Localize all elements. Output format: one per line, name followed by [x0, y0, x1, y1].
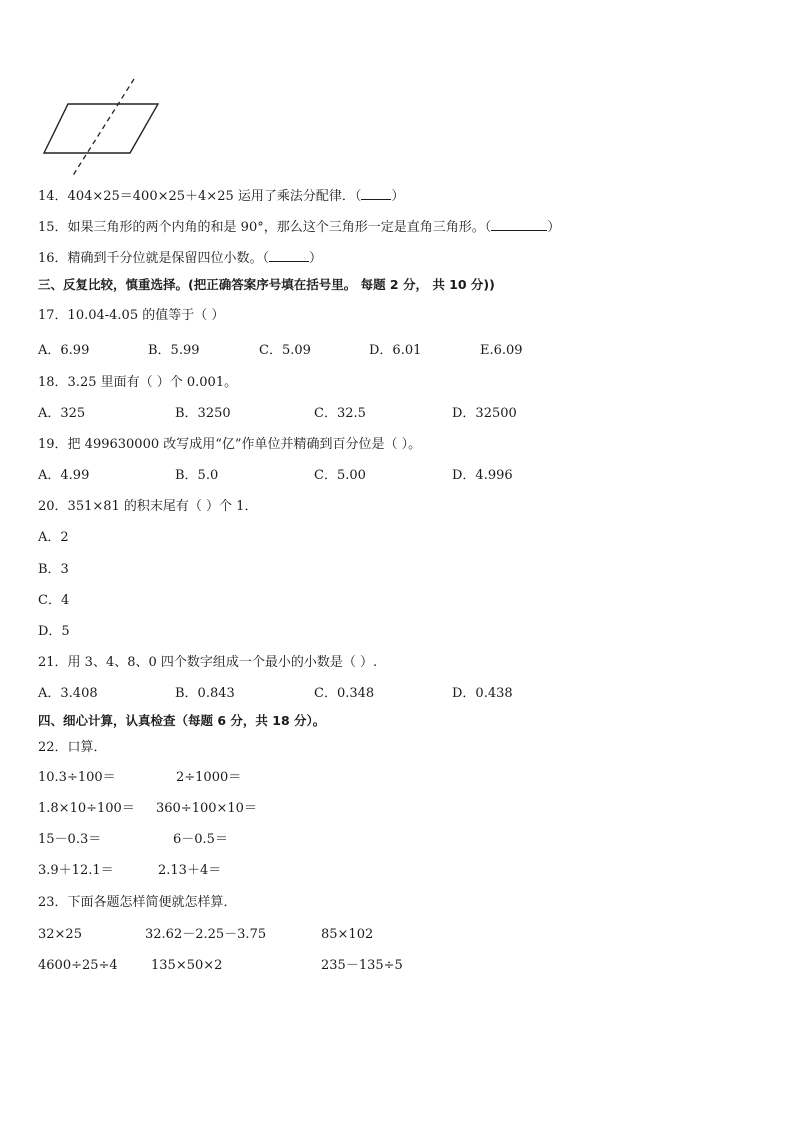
q20-option-c[interactable]: C．4 — [38, 593, 70, 608]
dashed-axis-line — [72, 79, 134, 177]
q23-item-5: 135×50×2 — [151, 958, 223, 973]
q19-option-a[interactable]: A．4.99 — [38, 468, 90, 483]
parallelogram-shape — [44, 104, 158, 153]
q21-option-b[interactable]: B．0.843 — [175, 686, 235, 701]
question-17-text: 17．10.04-4.05 的值等于（ ） — [38, 308, 225, 323]
q22-item-6: 6－0.5＝ — [173, 832, 228, 847]
q23-item-1: 32×25 — [38, 927, 82, 942]
question-21-text: 21．用 3、4、8、0 四个数字组成一个最小的小数是（ ）. — [38, 655, 378, 670]
q21-option-d[interactable]: D．0.438 — [452, 686, 513, 701]
q17-option-a[interactable]: A．6.99 — [38, 343, 90, 358]
section-3-title: 三、反复比较，慎重选择。(把正确答案序号填在括号里。 每题 2 分， 共 10 分)) — [38, 277, 495, 292]
q18-option-a[interactable]: A．325 — [38, 406, 86, 421]
q21-option-a[interactable]: A．3.408 — [38, 686, 98, 701]
q22-item-5: 15－0.3＝ — [38, 832, 102, 847]
question-22-text: 22．口算． — [38, 740, 107, 755]
q18-option-d[interactable]: D．32500 — [452, 406, 517, 421]
q20-option-a[interactable]: A．2 — [38, 530, 69, 545]
section-4-title: 四、细心计算，认真检查（每题 6 分，共 18 分）。 — [38, 713, 326, 728]
answer-blank-14[interactable] — [361, 187, 391, 200]
question-20-text: 20．351×81 的积末尾有（ ）个 1． — [38, 499, 258, 514]
q21-option-c[interactable]: C．0.348 — [314, 686, 375, 701]
q22-item-2: 2÷1000＝ — [176, 770, 242, 785]
q17-option-b[interactable]: B．5.99 — [148, 343, 200, 358]
question-15: 15．如果三角形的两个内角的和是 90°，那么这个三角形一定是直角三角形。（ ） — [38, 220, 561, 235]
answer-blank-15[interactable] — [491, 218, 547, 231]
q19-option-b[interactable]: B．5.0 — [175, 468, 219, 483]
q22-item-4: 360÷100×10＝ — [156, 801, 257, 816]
q17-option-d[interactable]: D．6.01 — [369, 343, 422, 358]
q23-item-4: 4600÷25÷4 — [38, 958, 118, 973]
q22-item-1: 10.3÷100＝ — [38, 770, 116, 785]
q23-item-2: 32.62－2.25－3.75 — [145, 927, 267, 942]
q20-option-d[interactable]: D．5 — [38, 624, 70, 639]
question-14: 14．404×25＝400×25＋4×25 运用了乘法分配律．（ ） — [38, 189, 405, 204]
question-23-text: 23．下面各题怎样简便就怎样算． — [38, 895, 237, 910]
q22-item-7: 3.9＋12.1＝ — [38, 863, 114, 878]
q17-option-c[interactable]: C．5.09 — [259, 343, 311, 358]
parallelogram-figure — [38, 74, 168, 180]
question-18-text: 18．3.25 里面有（ ）个 0.001。 — [38, 375, 238, 390]
q19-option-d[interactable]: D．4.996 — [452, 468, 513, 483]
q20-option-b[interactable]: B．3 — [38, 562, 69, 577]
q22-item-8: 2.13＋4＝ — [158, 863, 222, 878]
q19-option-c[interactable]: C．5.00 — [314, 468, 366, 483]
question-16-text: 16．精确到千分位就是保留四位小数。（ — [38, 251, 270, 266]
q18-option-c[interactable]: C．32.5 — [314, 406, 366, 421]
q23-item-6: 235－135÷5 — [321, 958, 403, 973]
answer-blank-16[interactable] — [269, 249, 309, 262]
q22-item-3: 1.8×10÷100＝ — [38, 801, 135, 816]
question-16: 16．精确到千分位就是保留四位小数。（ ） — [38, 251, 323, 266]
q17-option-e[interactable]: E.6.09 — [480, 343, 523, 358]
question-15-text: 15．如果三角形的两个内角的和是 90°，那么这个三角形一定是直角三角形。（ — [38, 220, 492, 235]
question-19-text: 19．把 499630000 改写成用“亿”作单位并精确到百分位是（ ）。 — [38, 437, 422, 452]
q18-option-b[interactable]: B．3250 — [175, 406, 231, 421]
question-14-text: 14．404×25＝400×25＋4×25 运用了乘法分配律．（ — [38, 189, 362, 204]
q23-item-3: 85×102 — [321, 927, 374, 942]
